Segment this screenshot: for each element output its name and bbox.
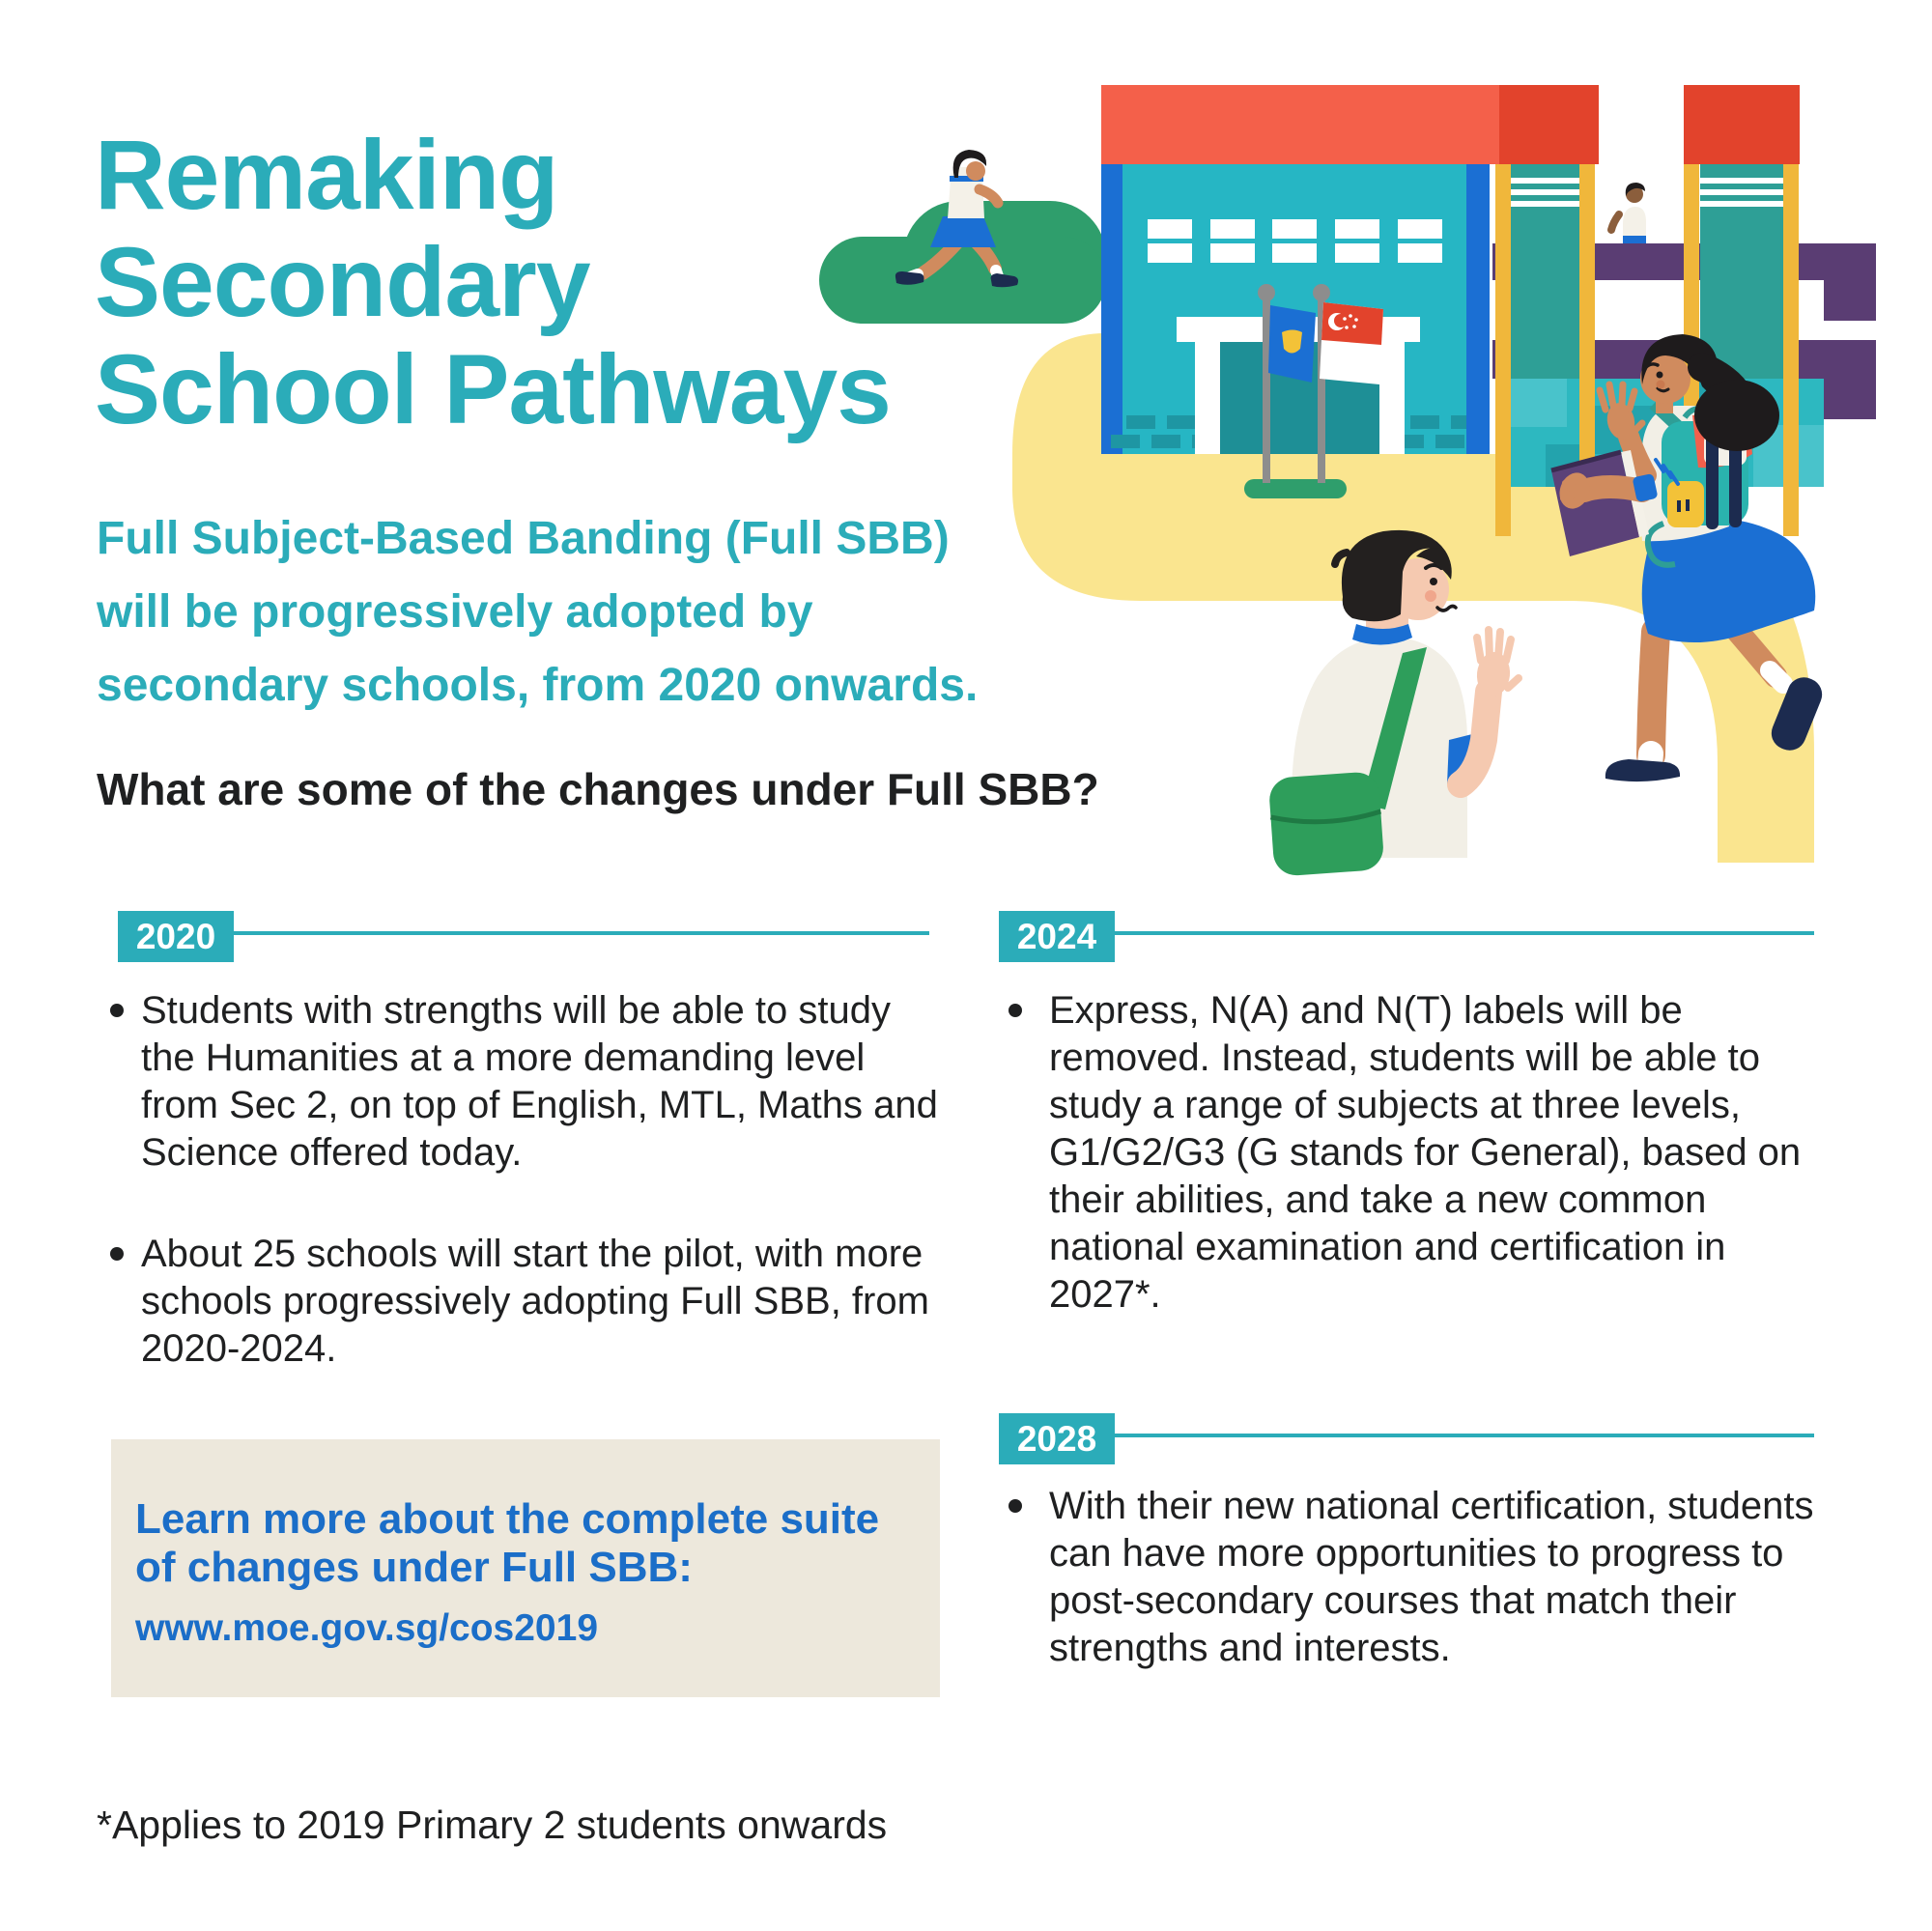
singapore-flag-icon [1320,302,1383,384]
school-flag-icon [1268,305,1316,383]
callout-heading [135,1495,905,1592]
list-item: Students with strengths will be able to study the Humanities at a more demanding level from Sec 2, on top of English, MTL, Maths and Science offered today. [100,987,951,1177]
bullet-list-2024 [997,987,1824,1373]
bullet-list-2028 [997,1483,1824,1726]
list-item: About 25 schools will start the pilot, with more schools progressively adopting Full SBB, from 2020-2024. [100,1231,951,1373]
subtitle-line: Full Subject-Based Banding (Full SBB) [97,513,950,564]
school-building-icon [1101,85,1499,454]
bullet-list-2020 [100,987,951,1427]
page-subtitle [97,502,978,723]
callout-heading-line: of changes under Full SBB: [135,1544,693,1591]
page-title [95,122,891,443]
timeline-line-2028 [1115,1434,1814,1437]
year-badge-2020: 2020 [118,911,234,962]
subtitle-line: secondary schools, from 2020 onwards. [97,660,979,711]
list-item: With their new national certification, students can have more opportunities to progress to post-secondary courses that match their strengths and interests. [997,1483,1824,1672]
title-line: School Pathways [95,334,891,444]
callout-heading-line: Learn more about the complete suite [135,1495,880,1543]
walking-student-icon [1611,183,1646,243]
list-item: Express, N(A) and N(T) labels will be removed. Instead, students will be able to study a range of subjects at three levels, G1/G2/G3 (G stands for General), based on their abilities, and take a new common national examination and certification in 2027*. [997,987,1824,1319]
subtitle-line: will be progressively adopted by [97,586,813,638]
timeline-line-2024 [1115,931,1814,935]
footnote: *Applies to 2019 Primary 2 students onwards [97,1803,888,1847]
year-badge-2028: 2028 [999,1413,1115,1464]
timeline-line-2020 [234,931,929,935]
title-line: Remaking [95,120,558,230]
title-line: Secondary [95,227,590,337]
learn-more-callout [111,1439,940,1697]
year-badge-2024: 2024 [999,911,1115,962]
section-question: What are some of the changes under Full SBB? [97,764,1099,814]
moe-url-link[interactable]: www.moe.gov.sg/cos2019 [135,1607,599,1649]
